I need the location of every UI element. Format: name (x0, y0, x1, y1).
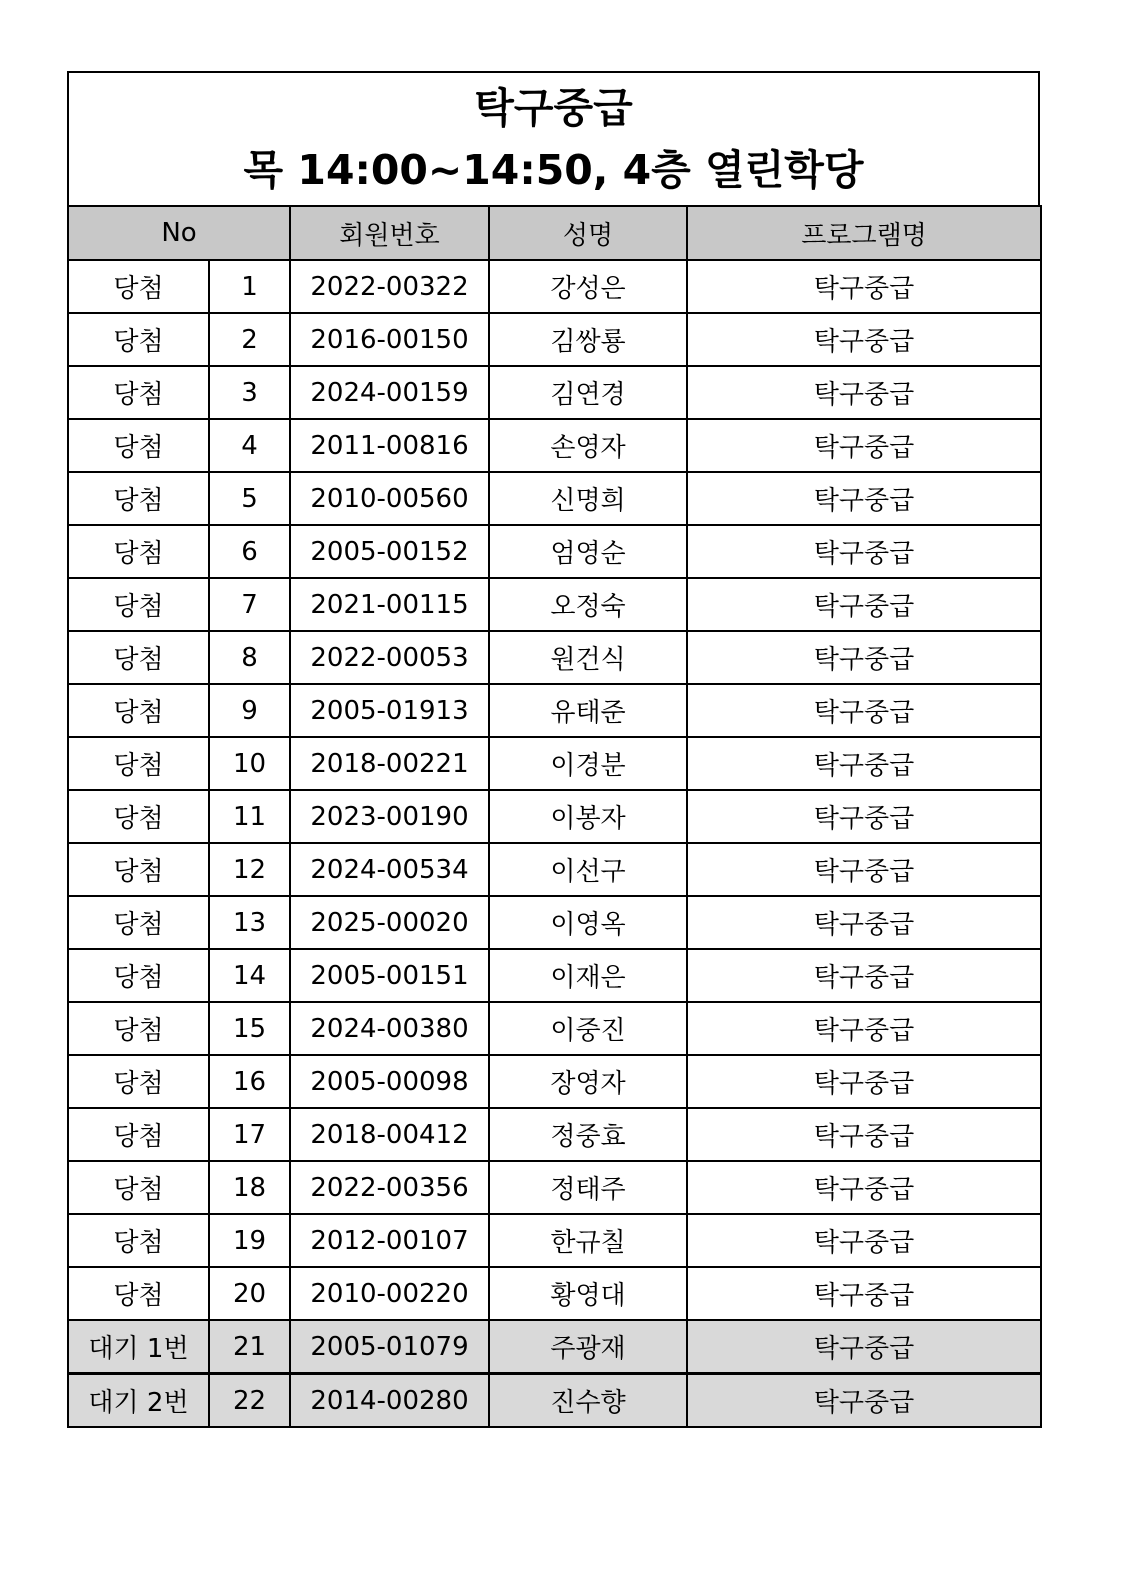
table-row (68, 1214, 1041, 1267)
status-cell: 당첨 (68, 896, 209, 949)
number-cell: 3 (209, 366, 290, 419)
member-id-cell: 2011-00816 (290, 419, 489, 472)
program-cell: 탁구중급 (687, 366, 1041, 419)
status-cell: 당첨 (68, 1214, 209, 1267)
program-cell: 탁구중급 (687, 578, 1041, 631)
roster-sheet (67, 71, 1040, 1428)
member-id-cell: 2012-00107 (290, 1214, 489, 1267)
table-row (68, 1320, 1041, 1374)
name-cell: 김쌍룡 (489, 313, 687, 366)
number-cell: 18 (209, 1161, 290, 1214)
table-row (68, 1002, 1041, 1055)
status-cell: 당첨 (68, 313, 209, 366)
status-cell: 당첨 (68, 1161, 209, 1214)
program-cell: 탁구중급 (687, 260, 1041, 313)
name-cell: 한규칠 (489, 1214, 687, 1267)
program-cell: 탁구중급 (687, 313, 1041, 366)
table-row (68, 525, 1041, 578)
header-row (68, 206, 1041, 260)
table-row (68, 949, 1041, 1002)
table-row (68, 843, 1041, 896)
table-row (68, 313, 1041, 366)
name-cell: 유태준 (489, 684, 687, 737)
member-id-cell: 2005-00151 (290, 949, 489, 1002)
status-cell: 당첨 (68, 790, 209, 843)
number-cell: 11 (209, 790, 290, 843)
number-cell: 5 (209, 472, 290, 525)
schedule-location: 목 14:00~14:50, 4층 열린학당 (243, 146, 864, 194)
program-cell: 탁구중급 (687, 419, 1041, 472)
status-cell: 대기 2번 (68, 1374, 209, 1428)
program-cell: 탁구중급 (687, 1002, 1041, 1055)
header-name: 성명 (489, 206, 687, 260)
program-cell: 탁구중급 (687, 949, 1041, 1002)
program-cell: 탁구중급 (687, 1374, 1041, 1428)
name-cell: 이영옥 (489, 896, 687, 949)
member-id-cell: 2005-00152 (290, 525, 489, 578)
member-id-cell: 2024-00380 (290, 1002, 489, 1055)
member-id-cell: 2025-00020 (290, 896, 489, 949)
name-cell: 신명희 (489, 472, 687, 525)
number-cell: 16 (209, 1055, 290, 1108)
member-id-cell: 2018-00412 (290, 1108, 489, 1161)
member-id-cell: 2010-00220 (290, 1267, 489, 1320)
table-row (68, 472, 1041, 525)
member-id-cell: 2018-00221 (290, 737, 489, 790)
name-cell: 원건식 (489, 631, 687, 684)
table-row (68, 1374, 1041, 1428)
program-cell: 탁구중급 (687, 684, 1041, 737)
program-cell: 탁구중급 (687, 1055, 1041, 1108)
member-id-cell: 2005-00098 (290, 1055, 489, 1108)
name-cell: 이경분 (489, 737, 687, 790)
program-cell: 탁구중급 (687, 737, 1041, 790)
status-cell: 당첨 (68, 1002, 209, 1055)
member-id-cell: 2005-01913 (290, 684, 489, 737)
program-cell: 탁구중급 (687, 525, 1041, 578)
number-cell: 4 (209, 419, 290, 472)
member-id-cell: 2016-00150 (290, 313, 489, 366)
program-cell: 탁구중급 (687, 472, 1041, 525)
name-cell: 주광재 (489, 1320, 687, 1374)
program-cell: 탁구중급 (687, 1214, 1041, 1267)
number-cell: 2 (209, 313, 290, 366)
name-cell: 황영대 (489, 1267, 687, 1320)
number-cell: 22 (209, 1374, 290, 1428)
status-cell: 당첨 (68, 578, 209, 631)
name-cell: 강성은 (489, 260, 687, 313)
status-cell: 당첨 (68, 737, 209, 790)
table-row (68, 1055, 1041, 1108)
program-cell: 탁구중급 (687, 1320, 1041, 1374)
member-id-cell: 2022-00356 (290, 1161, 489, 1214)
program-cell: 탁구중급 (687, 631, 1041, 684)
number-cell: 6 (209, 525, 290, 578)
name-cell: 장영자 (489, 1055, 687, 1108)
number-cell: 9 (209, 684, 290, 737)
name-cell: 정태주 (489, 1161, 687, 1214)
title-box (67, 71, 1040, 205)
member-id-cell: 2024-00159 (290, 366, 489, 419)
table-row (68, 260, 1041, 313)
status-cell: 당첨 (68, 366, 209, 419)
roster-body (68, 260, 1041, 1427)
name-cell: 엄영순 (489, 525, 687, 578)
program-cell: 탁구중급 (687, 790, 1041, 843)
header-program: 프로그램명 (687, 206, 1041, 260)
program-cell: 탁구중급 (687, 1161, 1041, 1214)
number-cell: 1 (209, 260, 290, 313)
number-cell: 21 (209, 1320, 290, 1374)
member-id-cell: 2005-01079 (290, 1320, 489, 1374)
table-row (68, 896, 1041, 949)
number-cell: 19 (209, 1214, 290, 1267)
member-id-cell: 2023-00190 (290, 790, 489, 843)
header-no: No (68, 206, 290, 260)
number-cell: 12 (209, 843, 290, 896)
name-cell: 이재은 (489, 949, 687, 1002)
name-cell: 이중진 (489, 1002, 687, 1055)
program-cell: 탁구중급 (687, 896, 1041, 949)
number-cell: 7 (209, 578, 290, 631)
status-cell: 당첨 (68, 1108, 209, 1161)
name-cell: 이선구 (489, 843, 687, 896)
header-member-id: 회원번호 (290, 206, 489, 260)
number-cell: 8 (209, 631, 290, 684)
number-cell: 17 (209, 1108, 290, 1161)
table-row (68, 737, 1041, 790)
table-row (68, 578, 1041, 631)
status-cell: 당첨 (68, 419, 209, 472)
table-row (68, 631, 1041, 684)
status-cell: 당첨 (68, 1267, 209, 1320)
table-row (68, 366, 1041, 419)
program-cell: 탁구중급 (687, 843, 1041, 896)
status-cell: 당첨 (68, 949, 209, 1002)
member-id-cell: 2014-00280 (290, 1374, 489, 1428)
status-cell: 당첨 (68, 472, 209, 525)
member-id-cell: 2021-00115 (290, 578, 489, 631)
roster-table (67, 205, 1042, 1428)
number-cell: 14 (209, 949, 290, 1002)
status-cell: 대기 1번 (68, 1320, 209, 1374)
number-cell: 10 (209, 737, 290, 790)
table-row (68, 1267, 1041, 1320)
status-cell: 당첨 (68, 1055, 209, 1108)
status-cell: 당첨 (68, 525, 209, 578)
table-row (68, 419, 1041, 472)
program-cell: 탁구중급 (687, 1108, 1041, 1161)
member-id-cell: 2022-00322 (290, 260, 489, 313)
number-cell: 13 (209, 896, 290, 949)
number-cell: 15 (209, 1002, 290, 1055)
name-cell: 정중효 (489, 1108, 687, 1161)
name-cell: 진수향 (489, 1374, 687, 1428)
program-title: 탁구중급 (474, 84, 633, 132)
status-cell: 당첨 (68, 631, 209, 684)
table-row (68, 1161, 1041, 1214)
name-cell: 오정숙 (489, 578, 687, 631)
number-cell: 20 (209, 1267, 290, 1320)
table-row (68, 1108, 1041, 1161)
program-cell: 탁구중급 (687, 1267, 1041, 1320)
name-cell: 손영자 (489, 419, 687, 472)
member-id-cell: 2022-00053 (290, 631, 489, 684)
name-cell: 김연경 (489, 366, 687, 419)
status-cell: 당첨 (68, 684, 209, 737)
member-id-cell: 2010-00560 (290, 472, 489, 525)
status-cell: 당첨 (68, 260, 209, 313)
member-id-cell: 2024-00534 (290, 843, 489, 896)
name-cell: 이봉자 (489, 790, 687, 843)
table-row (68, 684, 1041, 737)
status-cell: 당첨 (68, 843, 209, 896)
table-row (68, 790, 1041, 843)
